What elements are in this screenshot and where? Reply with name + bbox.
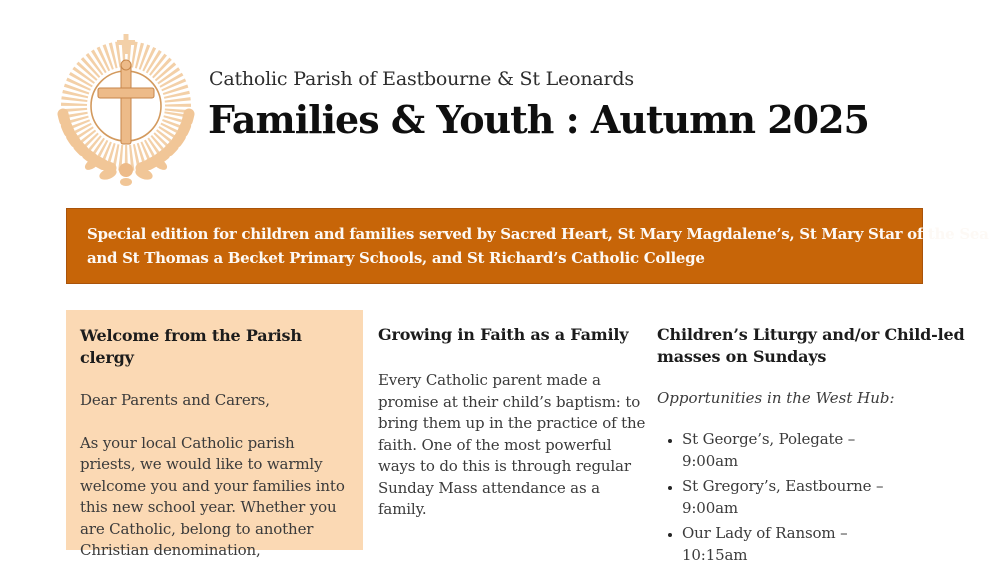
- mass-times-list: [657, 428, 907, 566]
- liturgy-heading-line-2: masses on Sundays: [657, 347, 827, 366]
- welcome-body: As your local Catholic parish priests, we would like to warmly welcome you and your families into this new school year. Whether you are Catholic, belong to another Christian denomination,: [80, 433, 345, 559]
- parish-name: Catholic Parish of Eastbourne & St Leonards: [209, 68, 634, 90]
- faith-heading: Growing in Faith as a Family: [378, 325, 629, 344]
- list-item: • St Gregory’s, Eastbourne – 9:00am: [682, 475, 907, 519]
- welcome-salutation: Dear Parents and Carers,: [80, 391, 270, 409]
- faith-body: Every Catholic parent made a promise at their child’s baptism: to bring them up in the practice of the faith. One of the most powerful ways to do this is through regular Sunday Mass attendance as a family.: [378, 371, 646, 518]
- liturgy-heading-line-1: Children’s Liturgy and/or Child-led: [657, 325, 965, 344]
- liturgy-subheading: Opportunities in the West Hub:: [657, 389, 895, 407]
- list-item: • Our Lady of Ransom – 10:15am: [682, 522, 907, 566]
- welcome-heading: Welcome from the Parish clergy: [80, 326, 302, 367]
- faith-column: [378, 310, 646, 521]
- welcome-panel: [66, 310, 363, 559]
- liturgy-heading: [657, 324, 965, 368]
- parish-crest-logo: [45, 34, 207, 188]
- liturgy-column: [657, 310, 965, 569]
- list-item: • St George’s, Polegate – 9:00am: [682, 428, 907, 472]
- page-title: Families & Youth : Autumn 2025: [208, 97, 869, 142]
- banner-line-1: Special edition for children and families served by Sacred Heart, St Mary Magdalene’s, St Mary Star of the Sea: [87, 225, 989, 243]
- top-cross-icon: [117, 34, 135, 54]
- banner-line-2: and St Thomas a Becket Primary Schools, and St Richard’s Catholic College: [87, 249, 705, 267]
- special-edition-banner: [66, 208, 989, 284]
